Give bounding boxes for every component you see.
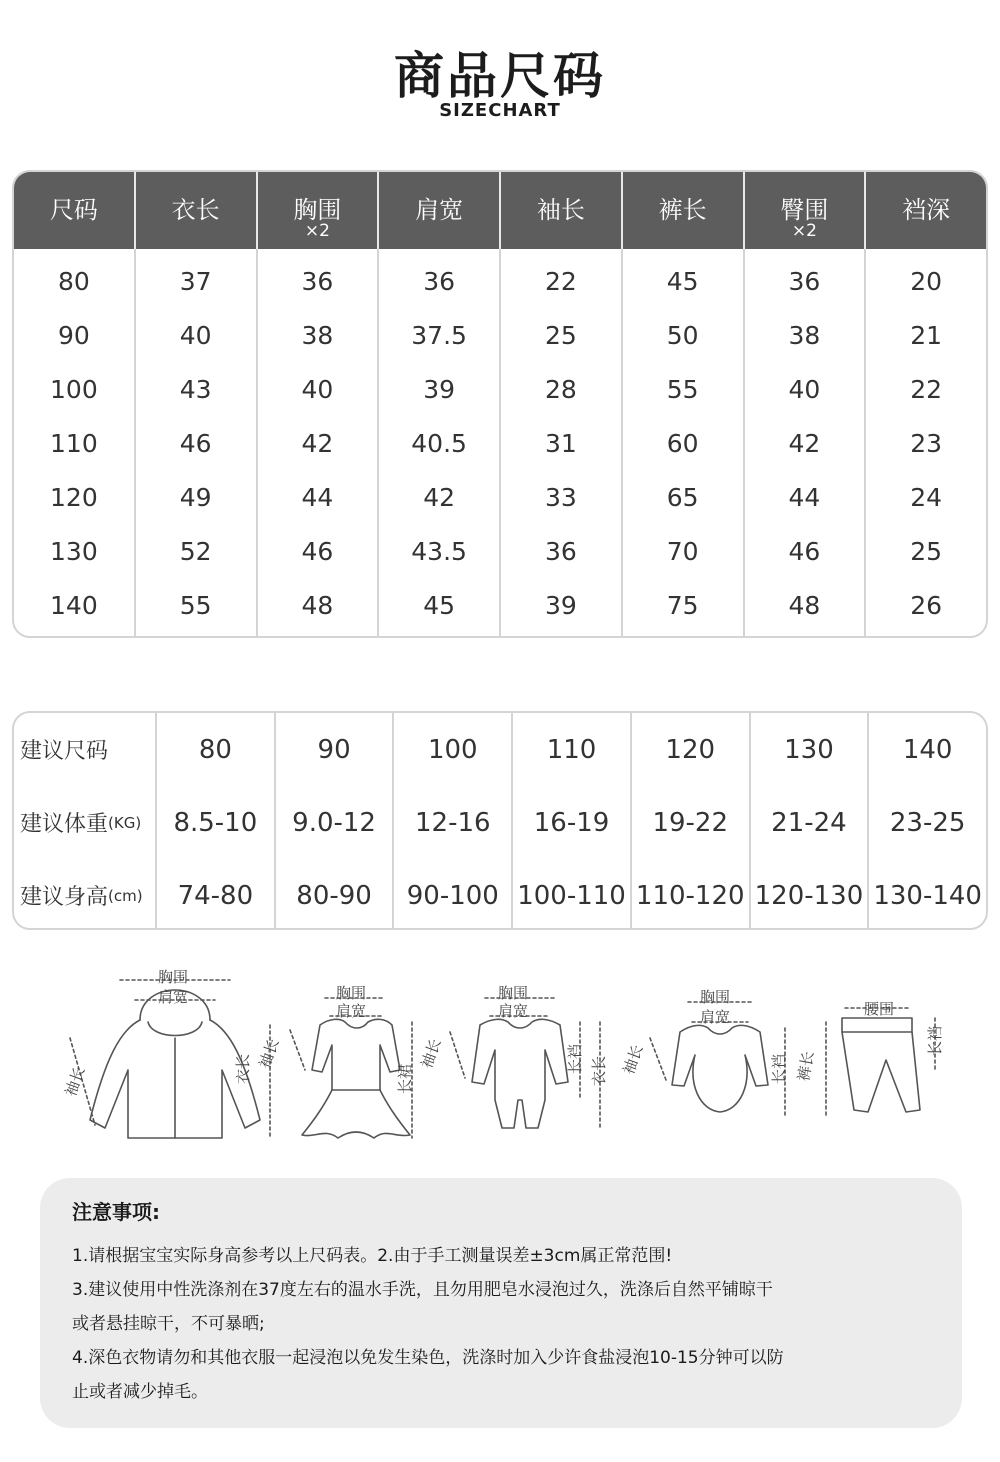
recommendation-cell: 23-25 — [889, 807, 966, 838]
label-main: 建议身高 — [20, 885, 109, 910]
size-cell: 31 — [544, 428, 577, 458]
size-column — [14, 249, 136, 636]
recommendation-column — [513, 713, 632, 928]
recommendation-cell: 90-100 — [406, 880, 499, 911]
recommendation-labels — [14, 713, 157, 928]
label-unit: (cm) — [108, 886, 143, 905]
jacket-length-label: 衣长 — [234, 1053, 252, 1084]
romper-shoulder-label: 肩宽 — [700, 1008, 731, 1026]
header-label: 胸围 — [293, 196, 342, 224]
header-sub: ×2 — [791, 221, 817, 241]
header-label: 臀围 — [780, 196, 829, 224]
size-cell: 110 — [50, 428, 98, 458]
size-cell: 70 — [666, 536, 699, 566]
size-cell: 25 — [910, 536, 943, 566]
romper-crotch-label: 长裆 — [770, 1053, 788, 1084]
header-pants-length — [623, 172, 745, 249]
recommendation-cell: 80 — [198, 734, 232, 765]
pants-crotch-label: 长裆 — [926, 1025, 944, 1056]
recommendation-cell: 90 — [317, 734, 351, 765]
notes-line: 4.深色衣物请勿和其他衣服一起浸泡以免发生染色，洗涤时加入少许食盐浸泡10-15分钟可以防 — [72, 1348, 784, 1368]
size-cell: 43 — [179, 374, 212, 404]
size-cell: 46 — [301, 536, 334, 566]
size-cell: 37.5 — [411, 320, 467, 350]
size-cell: 55 — [179, 590, 212, 620]
recommendation-cell: 140 — [902, 734, 953, 765]
jacket-sleeve-label: 袖长 — [61, 1064, 89, 1099]
header-shoulder — [379, 172, 501, 249]
notes-line: 1.请根据宝宝实际身高参考以上尺码表。2.由于手工测量误差±3cm属正常范围! — [72, 1246, 673, 1266]
care-notes-panel — [40, 1178, 962, 1428]
recommendation-cell: 16-19 — [533, 807, 610, 838]
size-cell: 60 — [666, 428, 699, 458]
dress-shoulder-label: 肩宽 — [336, 1002, 367, 1020]
size-cell: 45 — [666, 266, 699, 296]
recommendation-cell: 100-110 — [517, 880, 626, 911]
recommendation-cell: 130-140 — [873, 880, 982, 911]
jacket-chest-label: 胸围 — [158, 968, 189, 986]
size-cell: 52 — [179, 536, 212, 566]
recommendation-cell: 12-16 — [415, 807, 491, 838]
size-column — [623, 249, 745, 636]
recommendation-cell: 120-130 — [754, 880, 864, 911]
recommendation-cell: 120 — [665, 734, 716, 765]
dress-length-label: 长裙 — [396, 1063, 414, 1094]
size-chart-body — [14, 249, 986, 636]
header-label: 裤长 — [658, 196, 707, 224]
page-subtitle: SIZECHART — [439, 100, 561, 121]
size-cell: 38 — [301, 320, 334, 350]
size-cell: 42 — [301, 428, 334, 458]
size-cell: 55 — [666, 374, 699, 404]
size-cell: 23 — [910, 428, 943, 458]
size-cell: 21 — [910, 320, 943, 350]
header-sub: ×2 — [304, 221, 330, 241]
recommendation-cell: 110 — [546, 734, 597, 765]
size-cell: 46 — [788, 536, 821, 566]
header-chest — [258, 172, 380, 249]
size-column — [379, 249, 501, 636]
size-cell: 39 — [544, 590, 577, 620]
size-cell: 24 — [910, 482, 943, 512]
size-cell: 22 — [544, 266, 577, 296]
recommendation-cell: 21-24 — [771, 807, 847, 838]
recommendation-column — [394, 713, 513, 928]
size-cell: 43.5 — [411, 536, 467, 566]
jumpsuit-length-label: 衣长 — [590, 1055, 608, 1086]
size-column — [501, 249, 623, 636]
size-cell: 26 — [910, 590, 943, 620]
size-cell: 28 — [544, 374, 577, 404]
header-length — [136, 172, 258, 249]
header-label: 肩宽 — [415, 196, 464, 224]
measurement-illustrations — [40, 960, 970, 1150]
notes-line: 或者悬挂晾干，不可暴晒; — [72, 1314, 265, 1334]
size-cell: 36 — [301, 266, 334, 296]
header-crotch — [866, 172, 986, 249]
size-cell: 36 — [544, 536, 577, 566]
header-sleeve — [501, 172, 623, 249]
size-cell: 40 — [301, 374, 334, 404]
size-cell: 36 — [788, 266, 821, 296]
recommendation-column — [751, 713, 870, 928]
header-label: 袖长 — [536, 196, 585, 224]
size-column — [866, 249, 986, 636]
recommendation-column — [869, 713, 986, 928]
recommendation-cell: 100 — [427, 734, 478, 765]
label-unit: (KG) — [108, 813, 142, 832]
recommendation-column — [157, 713, 276, 928]
size-chart-table — [12, 170, 988, 638]
size-cell: 42 — [423, 482, 456, 512]
romper-sleeve-label: 袖长 — [619, 1042, 647, 1077]
size-cell: 46 — [179, 428, 212, 458]
header-size — [14, 172, 136, 249]
jumpsuit-sleeve-label: 袖长 — [417, 1036, 445, 1071]
header-label: 尺码 — [49, 196, 98, 224]
pants-illustration — [826, 1008, 935, 1115]
size-cell: 22 — [910, 374, 943, 404]
size-column — [745, 249, 867, 636]
size-cell: 40.5 — [411, 428, 467, 458]
label-height — [14, 859, 155, 930]
dress-sleeve-label: 袖长 — [255, 1036, 283, 1071]
recommendation-cell: 19-22 — [652, 807, 729, 838]
size-cell: 45 — [423, 590, 456, 620]
jumpsuit-crotch-label: 长裆 — [566, 1043, 584, 1074]
recommendation-table — [12, 711, 988, 930]
recommendation-values — [157, 713, 986, 928]
size-cell: 80 — [57, 266, 90, 296]
size-cell: 40 — [788, 374, 821, 404]
size-cell: 25 — [544, 320, 577, 350]
page-title: 商品尺码 — [394, 47, 606, 105]
size-cell: 120 — [50, 482, 98, 512]
size-cell: 44 — [788, 482, 821, 512]
size-cell: 48 — [301, 590, 334, 620]
size-cell: 130 — [50, 536, 98, 566]
size-cell: 90 — [57, 320, 90, 350]
size-column — [258, 249, 380, 636]
recommendation-column — [276, 713, 395, 928]
size-cell: 75 — [666, 590, 699, 620]
recommendation-cell: 130 — [784, 734, 834, 765]
size-cell: 42 — [788, 428, 821, 458]
recommendation-cell: 80-90 — [296, 880, 372, 911]
romper-chest-label: 胸围 — [700, 988, 731, 1006]
header-hip — [745, 172, 867, 249]
size-cell: 49 — [179, 482, 212, 512]
recommendation-column — [632, 713, 751, 928]
size-cell: 50 — [666, 320, 699, 350]
size-cell: 20 — [910, 266, 943, 296]
notes-line: 止或者减少掉毛。 — [72, 1382, 208, 1402]
size-cell: 38 — [788, 320, 821, 350]
size-cell: 37 — [179, 266, 212, 296]
label-main: 建议尺码 — [20, 739, 109, 764]
recommendation-cell: 74-80 — [177, 880, 254, 911]
size-cell: 40 — [179, 320, 212, 350]
size-cell: 33 — [544, 482, 577, 512]
label-size — [14, 713, 155, 786]
notes-title: 注意事项: — [72, 1200, 160, 1224]
recommendation-cell: 9.0-12 — [292, 807, 376, 838]
pants-length-label: 裤长 — [794, 1049, 818, 1083]
dress-chest-label: 胸围 — [336, 984, 367, 1002]
size-cell: 39 — [423, 374, 456, 404]
size-cell: 140 — [50, 590, 98, 620]
recommendation-cell: 8.5-10 — [173, 807, 258, 838]
header-label: 裆深 — [902, 196, 951, 224]
jumpsuit-shoulder-label: 肩宽 — [498, 1002, 529, 1020]
size-cell: 100 — [50, 374, 98, 404]
label-main: 建议体重 — [20, 812, 109, 837]
size-chart-header-row — [14, 172, 986, 249]
recommendation-cell: 110-120 — [635, 880, 745, 911]
jumpsuit-chest-label: 胸围 — [498, 984, 529, 1002]
notes-line: 3.建议使用中性洗涤剂在37度左右的温水手洗，且勿用肥皂水浸泡过久，洗涤后自然平铺晾干 — [72, 1280, 773, 1300]
size-cell: 65 — [666, 482, 699, 512]
size-cell: 48 — [788, 590, 821, 620]
size-cell: 44 — [301, 482, 334, 512]
size-column — [136, 249, 258, 636]
pants-waist-label: 腰围 — [864, 1000, 895, 1018]
header-label: 衣长 — [171, 196, 220, 224]
jacket-shoulder-label: 肩宽 — [158, 988, 189, 1006]
label-weight — [14, 786, 155, 859]
size-cell: 36 — [423, 266, 456, 296]
